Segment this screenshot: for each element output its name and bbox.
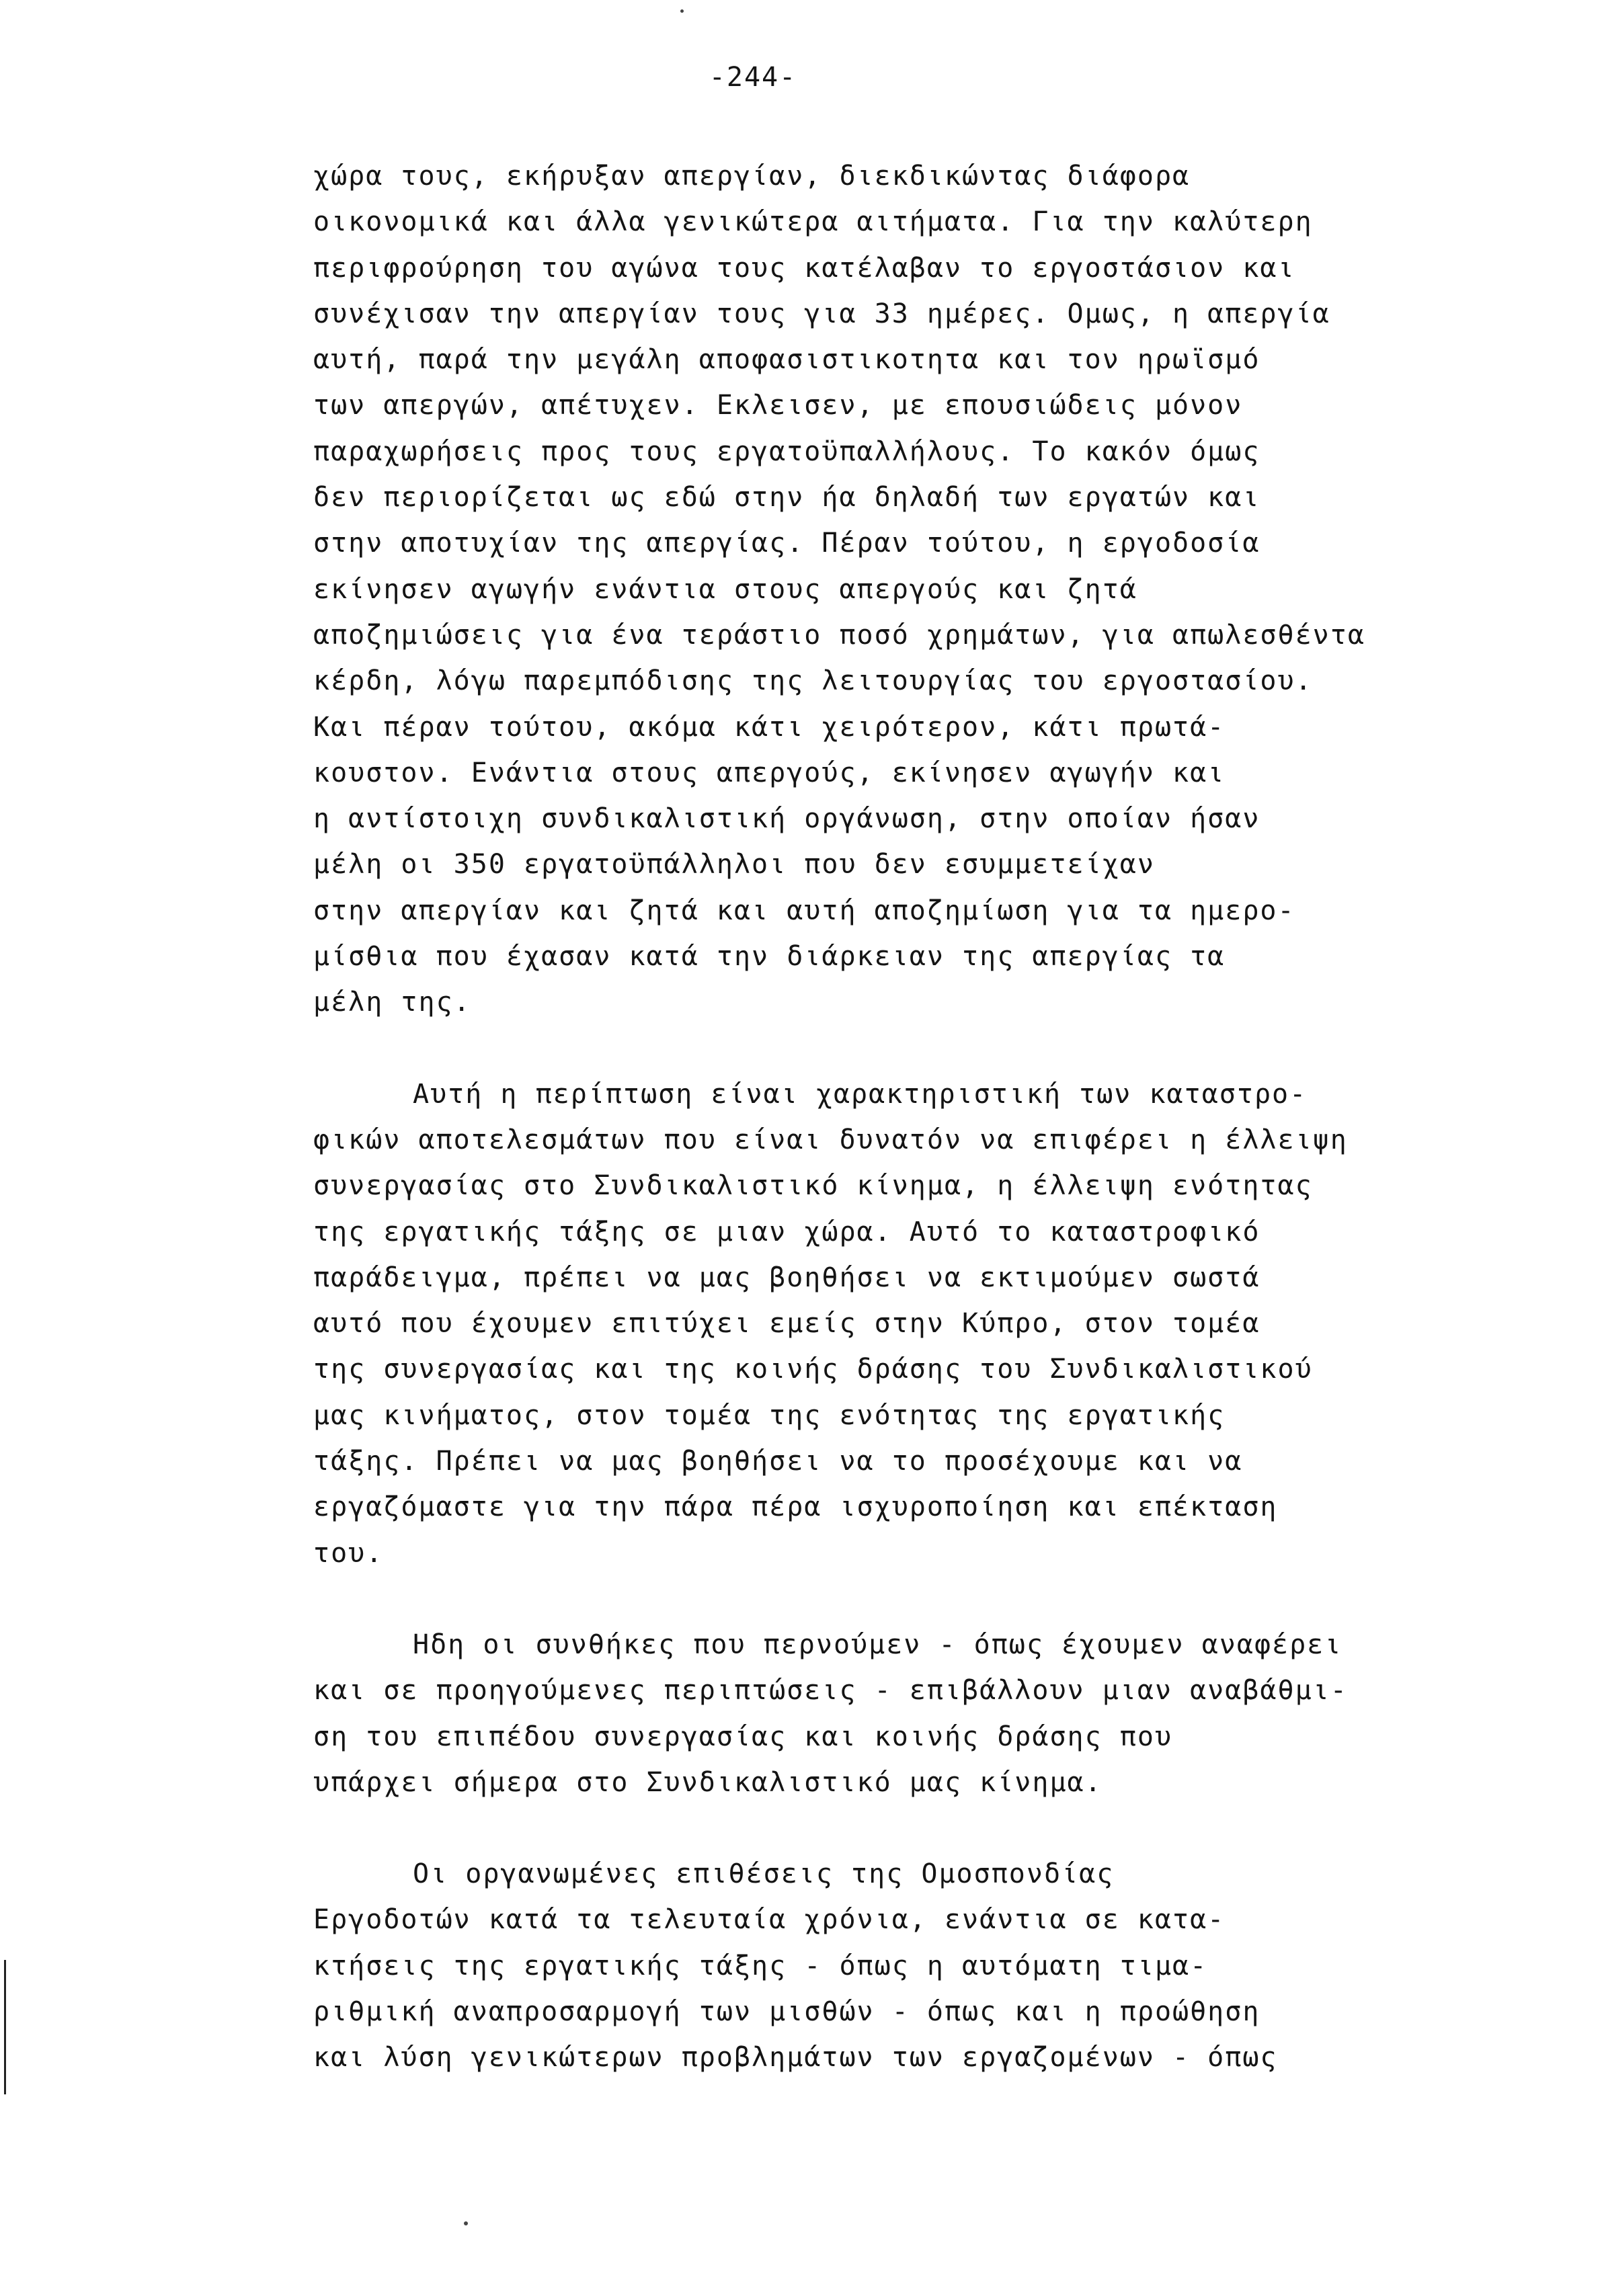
text-line: οικονομικά και άλλα γενικώτερα αιτήματα. Για την καλύτερη	[313, 206, 1313, 238]
text-line: μέλη οι 350 εργατοϋπάλληλοι που δεν εσυμμετείχαν	[313, 849, 1155, 880]
text-line: Εργοδοτών κατά τα τελευταία χρόνια, ενάντια σε κατα-	[313, 1904, 1226, 1936]
text-line: Οι οργανωμένες επιθέσεις της Ομοσπονδίας	[413, 1858, 1115, 1890]
text-line: κουστον. Ενάντια στους απεργούς, εκίνησεν αγωγήν και	[313, 757, 1226, 788]
text-line: του.	[313, 1537, 384, 1569]
text-line: μίσθια που έχασαν κατά την διάρκειαν της απεργίας τα	[313, 941, 1226, 973]
text-line: παραχωρήσεις προς τους εργατοϋπαλλήλους. Το κακόν όμως	[313, 436, 1260, 467]
text-line: αυτό που έχουμεν επιτύχει εμείς στην Κύπρο, στον τομέα	[313, 1308, 1260, 1340]
text-line: στην απεργίαν και ζητά και αυτή αποζημίωση για τα ημερο-	[313, 895, 1295, 926]
text-line: Ηδη οι συνθήκες που περνούμεν - όπως έχουμεν αναφέρει	[413, 1629, 1343, 1660]
text-line: μας κινήματος, στον τομέα της ενότητας της εργατικής	[313, 1399, 1226, 1431]
paragraph-gap	[313, 1805, 1503, 1851]
text-line: φικών αποτελεσμάτων που είναι δυνατόν να επιφέρει η έλλειψη	[313, 1124, 1348, 1155]
body-text	[313, 153, 1503, 2081]
scan-speck	[680, 9, 684, 13]
text-line: συνέχισαν την απεργίαν τους για 33 ημέρες. Ομως, η απεργία	[313, 298, 1330, 329]
text-line: περιφρούρηση του αγώνα τους κατέλαβαν το εργοστάσιον και	[313, 252, 1295, 284]
text-line: Και πέραν τούτου, ακόμα κάτι χειρότερον, κάτι πρωτά-	[313, 711, 1226, 743]
text-line: εκίνησεν αγωγήν ενάντια στους απεργούς και ζητά	[313, 573, 1137, 605]
text-line: συνεργασίας στο Συνδικαλιστικό κίνημα, η έλλειψη ενότητας	[313, 1170, 1313, 1202]
text-line: των απεργών, απέτυχεν. Εκλεισεν, με επουσιώδεις μόνον	[313, 390, 1243, 421]
paragraph-gap	[313, 1576, 1503, 1622]
text-line: κτήσεις της εργατικής τάξης - όπως η αυτόματη τιμα-	[313, 1950, 1208, 1981]
text-line: η αντίστοιχη συνδικαλιστική οργάνωση, στην οποίαν ήσαν	[313, 803, 1260, 835]
text-line: αποζημιώσεις για ένα τεράστιο ποσό χρημάτων, για απωλεσθέντα	[313, 619, 1365, 651]
text-line: παράδειγμα, πρέπει να μας βοηθήσει να εκτιμούμεν σωστά	[313, 1262, 1260, 1293]
text-line: και σε προηγούμενες περιπτώσεις - επιβάλλουν μιαν αναβάθμι-	[313, 1675, 1348, 1707]
text-line: χώρα τους, εκήρυξαν απεργίαν, διεκδικώντας διάφορα	[313, 161, 1191, 192]
text-line: ριθμική αναπροσαρμογή των μισθών - όπως και η προώθηση	[313, 1996, 1260, 2027]
text-line: αυτή, παρά την μεγάλη αποφασιστικοτητα και τον ηρωϊσμό	[313, 344, 1260, 376]
text-line: δεν περιορίζεται ως εδώ στην ήα δηλαδή των εργατών και	[313, 482, 1260, 514]
text-line: στην αποτυχίαν της απεργίας. Πέραν τούτου, η εργοδοσία	[313, 528, 1260, 559]
text-line: της εργατικής τάξης σε μιαν χώρα. Αυτό το καταστροφικό	[313, 1216, 1260, 1247]
margin-mark	[4, 1960, 6, 2094]
paragraph-gap	[313, 1026, 1503, 1071]
text-line: εργαζόμαστε για την πάρα πέρα ισχυροποίηση και επέκταση	[313, 1491, 1278, 1523]
text-line: και λύση γενικώτερων προβλημάτων των εργαζομένων - όπως	[313, 2042, 1278, 2074]
text-line: κέρδη, λόγω παρεμπόδισης της λειτουργίας του εργοστασίου.	[313, 665, 1313, 697]
text-line: μέλη της.	[313, 987, 471, 1018]
text-line: της συνεργασίας και της κοινής δράσης του Συνδικαλιστικού	[313, 1354, 1313, 1385]
scan-speck	[464, 2221, 468, 2225]
page-number: -244-	[709, 62, 797, 93]
text-line: τάξης. Πρέπει να μας βοηθήσει να το προσέχουμε και να	[313, 1446, 1243, 1477]
text-line: ση του επιπέδου συνεργασίας και κοινής δράσης που	[313, 1721, 1173, 1752]
text-line: Αυτή η περίπτωση είναι χαρακτηριστική των καταστρο-	[413, 1078, 1308, 1110]
text-line: υπάρχει σήμερα στο Συνδικαλιστικό μας κίνημα.	[313, 1766, 1103, 1798]
